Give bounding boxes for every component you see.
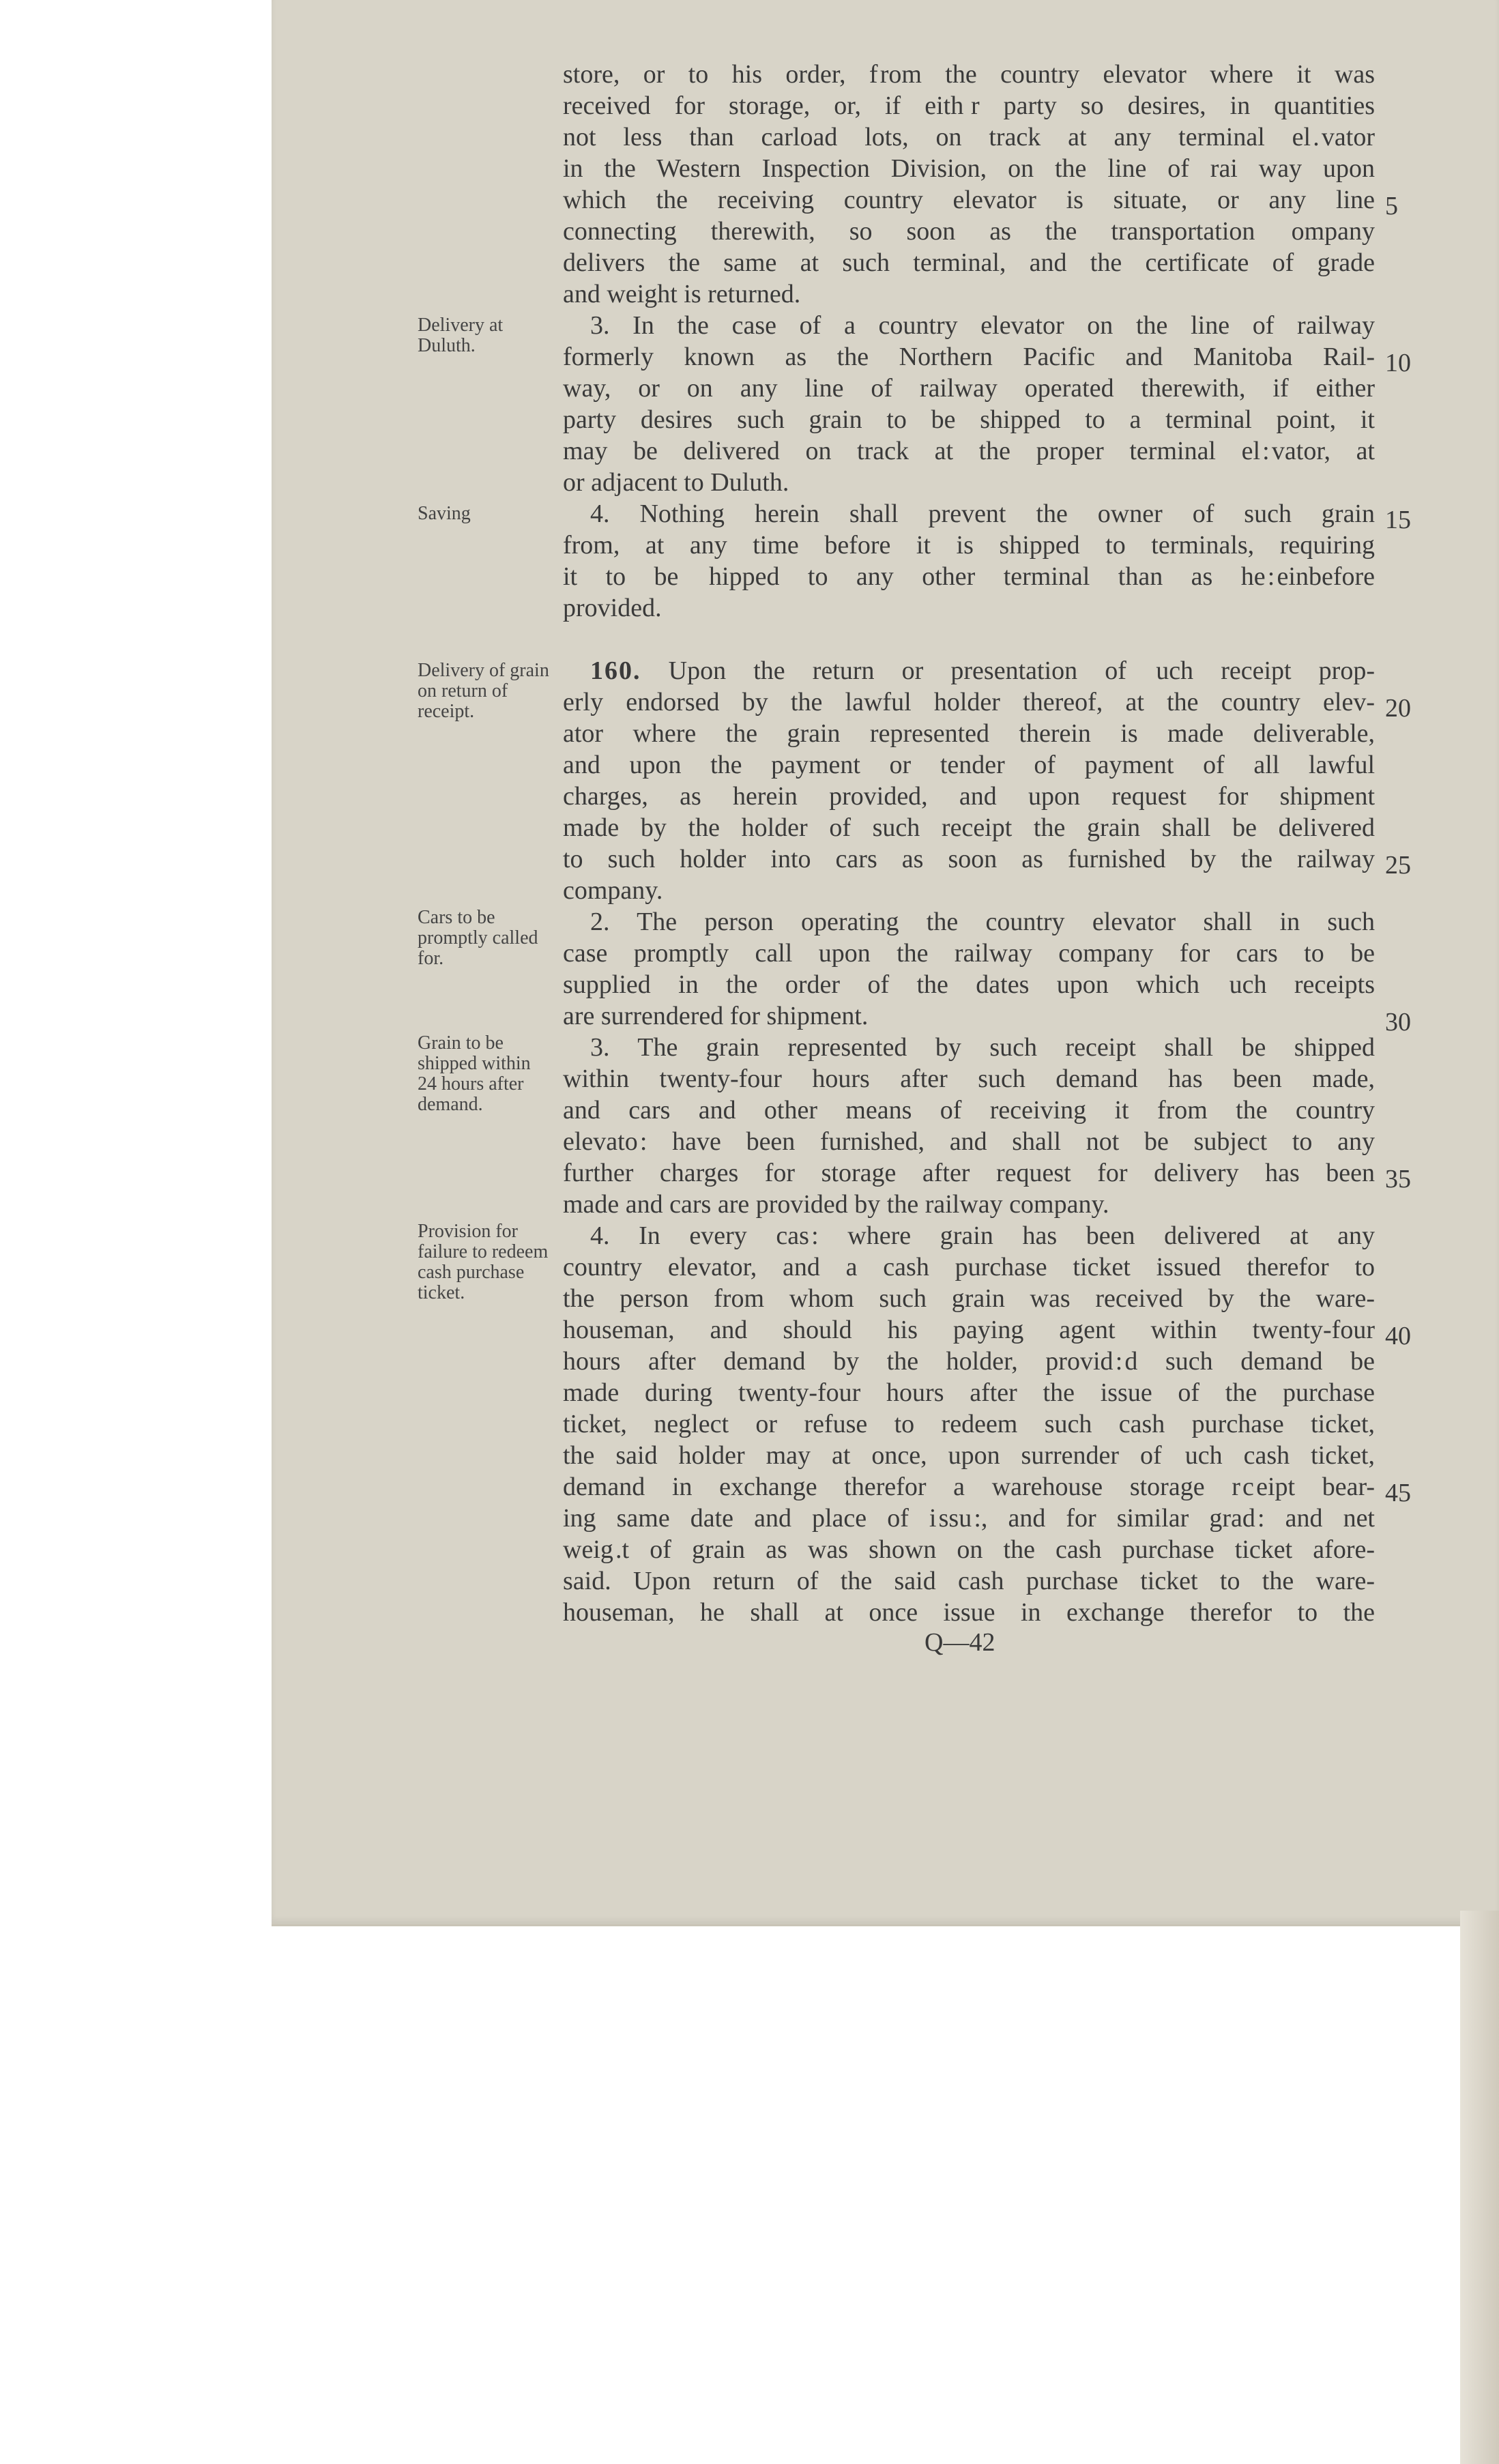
- text-line: the person from whom such grain was received by the ware-: [563, 1284, 1375, 1313]
- section-number: 160.: [590, 656, 641, 685]
- text-line: ing same date and place of i ssu :, and for similar grad : and net: [563, 1504, 1375, 1533]
- text-line: are surrendered for shipment.: [563, 1002, 869, 1030]
- text-line: said. Upon return of the said cash purchase ticket to the ware-: [563, 1567, 1375, 1595]
- line-number: 15: [1385, 506, 1411, 534]
- text-line: weig .t of grain as was shown on the cash purchase ticket afore-: [563, 1535, 1375, 1564]
- line-number: 35: [1385, 1165, 1411, 1193]
- text-line: further charges for storage after request for delivery has been: [563, 1159, 1375, 1187]
- text-line: elevato : have been furnished, and shall not be subject to any: [563, 1127, 1375, 1156]
- text-line: case promptly call upon the railway company for cars to be: [563, 939, 1375, 968]
- text-line: ticket, neglect or refuse to redeem such cash purchase ticket,: [563, 1410, 1375, 1438]
- text-line: hours after demand by the holder, provid : d such demand be: [563, 1347, 1375, 1376]
- text-line: store, or to his order, f rom the country elevator where it was: [563, 60, 1375, 89]
- text-line: not less than carload lots, on track at any terminal el . vator: [563, 123, 1375, 151]
- line-number: 5: [1385, 192, 1398, 220]
- text-line: to such holder into cars as soon as furnished by the railway: [563, 845, 1375, 873]
- text-line: made and cars are provided by the railway company.: [563, 1190, 1109, 1219]
- text-line: houseman, he shall at once issue in exchange therefor to the: [563, 1598, 1375, 1627]
- text-line: made during twenty-four hours after the issue of the purchase: [563, 1378, 1375, 1407]
- line-number: 40: [1385, 1322, 1411, 1350]
- line-number: 25: [1385, 851, 1411, 880]
- text-line: houseman, and should his paying agent within twenty-four: [563, 1316, 1375, 1344]
- section-160-line: 160. Upon the return or presentation of uch receipt prop-: [590, 656, 1375, 685]
- text-line: in the Western Inspection Division, on the line of rai way upon: [563, 154, 1375, 183]
- text-line: way, or on any line of railway operated therewith, if either: [563, 374, 1375, 403]
- text-line: formerly known as the Northern Pacific and Manitoba Rail-: [563, 343, 1375, 371]
- margin-note: Saving: [418, 503, 471, 524]
- text-line: from, at any time before it is shipped to terminals, requiring: [563, 531, 1375, 560]
- line-number: 20: [1385, 694, 1411, 723]
- line-number: 45: [1385, 1479, 1411, 1507]
- text-line: ator where the grain represented therein is made deliverable,: [563, 719, 1375, 748]
- text-line: made by the holder of such receipt the grain shall be delivered: [563, 813, 1375, 842]
- text-line: 2. The person operating the country elevator shall in such: [590, 908, 1375, 936]
- text-line: or adjacent to Duluth.: [563, 468, 789, 497]
- text-line: supplied in the order of the dates upon which uch receipts: [563, 970, 1375, 999]
- text-line: and weight is returned.: [563, 280, 801, 308]
- text-line: 4. Nothing herein shall prevent the owner of such grain: [590, 499, 1375, 528]
- text-line: 3. In the case of a country elevator on the line of railway: [590, 311, 1375, 340]
- text-line: demand in exchange therefor a warehouse storage r c eipt bear-: [563, 1473, 1375, 1501]
- text-line: which the receiving country elevator is situate, or any line: [563, 186, 1375, 214]
- body-text: [563, 59, 1375, 1628]
- text-line: provided.: [563, 594, 662, 622]
- back-sheet: [1460, 1911, 1499, 2464]
- line-number: 10: [1385, 349, 1411, 377]
- text-line: may be delivered on track at the proper terminal el : vator, at: [563, 437, 1375, 465]
- text-line: the said holder may at once, upon surrender of uch cash ticket,: [563, 1441, 1375, 1470]
- text-line: country elevator, and a cash purchase ticket issued therefor to: [563, 1253, 1375, 1281]
- text-line: company.: [563, 876, 663, 905]
- text-line: delivers the same at such terminal, and the certificate of grade: [563, 248, 1375, 277]
- text-line: and cars and other means of receiving it from the country: [563, 1096, 1375, 1125]
- text-line: charges, as herein provided, and upon request for shipment: [563, 782, 1375, 811]
- margin-note: Delivery at Duluth.: [418, 315, 504, 356]
- text-line: erly endorsed by the lawful holder thereof, at the country elev-: [563, 688, 1375, 716]
- page-footer: Q—42: [925, 1628, 995, 1657]
- margin-note: Cars to be promptly called for.: [418, 907, 538, 969]
- margin-note: Grain to be shipped within 24 hours after demand.: [418, 1032, 531, 1115]
- text-line: and upon the payment or tender of payment of all lawful: [563, 751, 1375, 779]
- line-number: 30: [1385, 1008, 1411, 1037]
- margin-note: Provision for failure to redeem cash purchase ticket.: [418, 1221, 549, 1303]
- text-line: 3. The grain represented by such receipt shall be shipped: [590, 1033, 1375, 1062]
- margin-note: Delivery of grain on return of receipt.: [418, 660, 549, 722]
- text-line: within twenty-four hours after such demand has been made,: [563, 1064, 1375, 1093]
- text-line: it to be hipped to any other terminal than as he : einbefore: [563, 562, 1375, 591]
- text-line: connecting therewith, so soon as the transportation ompany: [563, 217, 1375, 246]
- text-line: received for storage, or, if eith r party so desires, in quantities: [563, 91, 1375, 120]
- text-line: 4. In every cas : where grain has been delivered at any: [590, 1221, 1375, 1250]
- text-line: party desires such grain to be shipped to a terminal point, it: [563, 405, 1375, 434]
